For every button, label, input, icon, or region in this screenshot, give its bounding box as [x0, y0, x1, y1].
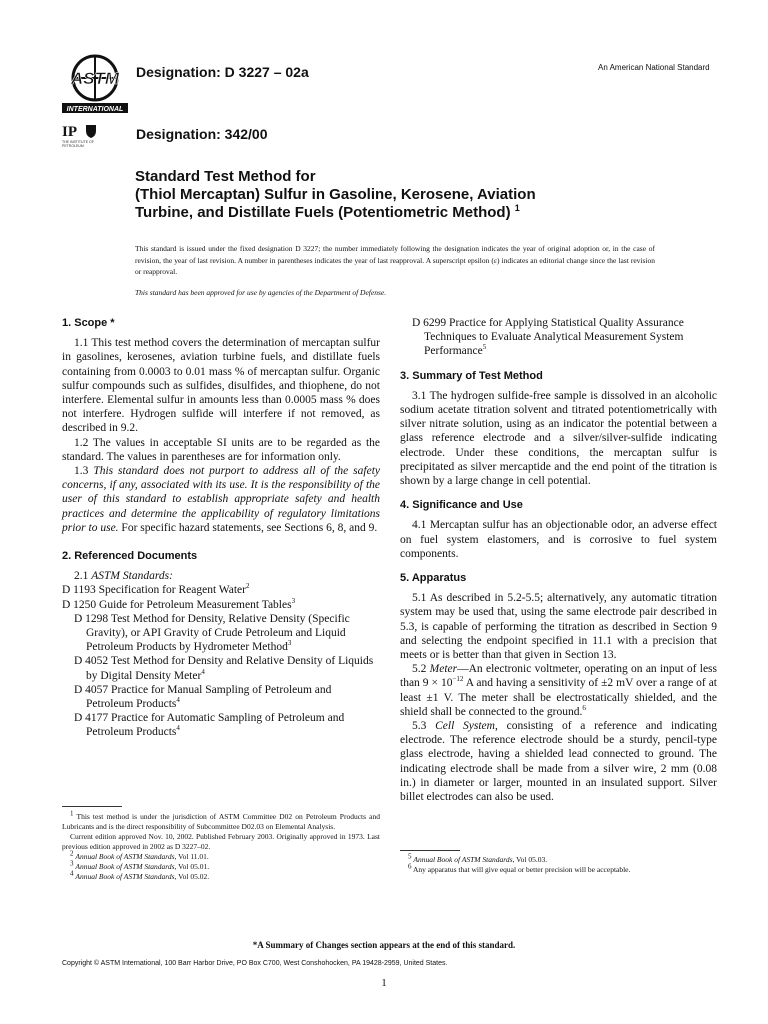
reference-item	[62, 654, 380, 682]
scope-paragraph-safety	[62, 464, 380, 535]
document-title	[135, 168, 655, 222]
meter-text: A and having a sensitivity of ±2 mV over a range of at least ±1 V. The meter shall be electrostatically shielded, and the shield shall be connected to the ground.	[400, 677, 717, 718]
svg-text:INTERNATIONAL: INTERNATIONAL	[66, 106, 124, 113]
para-number: 1.3	[74, 465, 89, 478]
footnote	[400, 862, 717, 875]
right-column	[400, 316, 717, 804]
title-line	[135, 204, 655, 222]
footnote-mark: 4	[201, 667, 205, 676]
footnote-rule	[62, 806, 122, 807]
footnote-source: Annual Book of ASTM Standards	[75, 852, 175, 861]
para-number: 5.2	[412, 663, 427, 676]
summary-of-changes-note: *A Summary of Changes section appears at the end of this standard.	[252, 940, 516, 950]
cell-system-label: Cell System	[435, 720, 495, 733]
footnotes-left	[62, 809, 380, 882]
footnote-text: Any apparatus that will give equal or better precision will be acceptable.	[412, 865, 631, 874]
footnote-volume: , Vol 05.02.	[174, 872, 210, 881]
section-heading-significance: 4. Significance and Use	[400, 499, 523, 512]
copyright-line: Copyright © ASTM International, 100 Barr Harbor Drive, PO Box C700, West Conshohocken, PA 19428-2959, United States.	[62, 960, 448, 967]
left-column	[62, 316, 380, 740]
meter-label: Meter	[429, 663, 458, 676]
designation-primary: Designation: D 3227 – 02a	[136, 64, 309, 80]
footnote-source: Annual Book of ASTM Standards	[75, 872, 175, 881]
apparatus-paragraph: 5.1 As described in 5.2-5.5; alternatively, any automatic titration system may be used that, using the same electrode pair described in 5.3, is capable of performing the titration as described in Section 9 and selecting the endpoint specified in 11.1 with a precision that meets or is better than that given in Section 13.	[400, 592, 717, 662]
footnote-mark: 6	[582, 704, 586, 713]
footnote-mark: 3	[291, 596, 296, 605]
astm-standards-label: ASTM Standards:	[91, 570, 173, 583]
footnote-volume: , Vol 05.03.	[512, 855, 548, 864]
svg-text:IP: IP	[62, 124, 77, 140]
reference-text: D 6299 Practice for Applying Statistical Quality Assurance Techniques to Evaluate Analytical Measurement System Performance	[412, 317, 684, 358]
reference-item	[62, 612, 380, 655]
reference-list	[62, 583, 380, 739]
reference-item	[62, 711, 380, 739]
footnote-mark: 5	[482, 343, 487, 352]
footnote-mark: 1	[70, 809, 74, 818]
scope-paragraph: 1.1 This test method covers the determination of mercaptan sulfur in gasolines, kerosenes, aviation turbine fuels, and distillate fuels containing from 0.0003 to 0.01 mass % of mercaptan sulfur. Organic sulfur compounds such as sulfides, disulfides, and thiophene, do not interfere. Elemental sulfur in amounts less than 0.0005 mass % does not interfere. Hydrogen sulfide will interfere if not removed, as described in 9.2.	[62, 337, 380, 435]
svg-text:ASTM: ASTM	[70, 69, 120, 88]
hazard-text: For specific hazard statements, see Sections 6, 8, and 9.	[121, 521, 378, 534]
footnote-mark: 6	[408, 862, 412, 871]
footnote	[62, 859, 380, 872]
footnote	[62, 869, 380, 882]
refdocs-subheading	[62, 569, 380, 583]
title-line-text: Turbine, and Distillate Fuels (Potentiometric Method)	[135, 204, 511, 221]
reference-text: D 1193 Specification for Reagent Water	[62, 584, 246, 597]
reference-text: D 4057 Practice for Manual Sampling of Petroleum and Petroleum Products	[74, 683, 332, 711]
title-footnote-mark: 1	[514, 203, 520, 213]
footnote-mark: 4	[70, 869, 74, 878]
footnote-source: Annual Book of ASTM Standards	[413, 855, 513, 864]
footnotes-right	[400, 852, 717, 875]
footnote-source: Annual Book of ASTM Standards	[75, 862, 175, 871]
scope-paragraph: 1.2 The values in acceptable SI units are to be regarded as the standard. The values in parentheses are for information only.	[62, 436, 380, 463]
safety-text: This standard does not purport to address all of the safety concerns, if any, associated with its use. It is the responsibility of the user of this standard to establish appropriate safety and health practices and determine the applicability of regulatory limitations prior to use.	[62, 465, 381, 534]
footnote-mark: 5	[408, 852, 412, 861]
para-number: 2.1	[74, 570, 89, 583]
apparatus-paragraph-meter	[400, 662, 717, 719]
footnote-rule	[400, 850, 460, 851]
para-number: 5.3	[412, 720, 427, 733]
footnote-volume: , Vol 11.01.	[174, 852, 209, 861]
reference-text: D 1250 Guide for Petroleum Measurement Tables	[62, 598, 292, 611]
apparatus-paragraph-cell	[400, 719, 717, 804]
reference-item	[62, 583, 380, 597]
footnote-volume: , Vol 05.01.	[174, 862, 210, 871]
ip-logo-subtitle: THE INSTITUTE OF PETROLEUM	[62, 140, 94, 148]
reference-text: D 1298 Test Method for Density, Relative Density (Specific Gravity), or API Gravity of Crude Petroleum and Liquid Petroleum Products by Hydrometer Method	[74, 612, 350, 654]
footnote-mark: 3	[70, 859, 74, 868]
section-heading-referenced: 2. Referenced Documents	[62, 550, 198, 563]
footnote-text: This test method is under the jurisdiction of ASTM Committee D02 on Petroleum Products and Lubricants and is the direct responsibility of Subcommittee D02.03 on Elemental Analysis.	[62, 812, 380, 831]
exponent: −12	[452, 675, 464, 684]
astm-logo	[62, 52, 128, 114]
footnote-mark: 2	[245, 582, 250, 591]
footnote	[62, 809, 380, 832]
meter-text: —An electronic voltmeter, operating on an input of less than 9 × 10	[400, 663, 717, 690]
footnote: Current edition approved Nov. 10, 2002. Published February 2003. Originally approved in 1973. Last previous edition approved in 2002 as D 3227–02.	[62, 832, 380, 851]
footnote-mark: 4	[176, 696, 180, 705]
footnote	[400, 852, 717, 865]
footnote-mark: 4	[176, 724, 180, 733]
section-heading-scope: 1. Scope *	[62, 317, 115, 329]
reference-item	[62, 598, 380, 612]
footnote-mark: 2	[70, 849, 74, 858]
section-heading-summary: 3. Summary of Test Method	[400, 369, 543, 382]
issue-note: This standard is issued under the fixed designation D 3227; the number immediately following the designation indicates the year of original adoption or, in the case of revision, the year of last revision. A number in parentheses indicates the year of last reapproval. A superscript epsilon (ε) indicates an editorial change since the last revision or reapproval.	[135, 244, 655, 276]
footnote	[62, 849, 380, 862]
title-line: (Thiol Mercaptan) Sulfur in Gasoline, Kerosene, Aviation	[135, 186, 536, 203]
reference-text: D 4052 Test Method for Density and Relative Density of Liquids by Digital Density Meter	[74, 655, 374, 682]
cell-system-text: , consisting of a reference and indicating electrode. The reference electrode should be a sturdy, pencil-type glass electrode, having a shielded lead connected to ground. The indicating electrode shall be made from a silver wire, 2 mm (0.08 in.) in diameter or larger, mounted in an insulated support. Silver billet electrodes can also be used.	[400, 720, 717, 804]
title-line: Standard Test Method for	[135, 168, 316, 185]
section-heading-apparatus: 5. Apparatus	[400, 572, 467, 585]
reference-text: D 4177 Practice for Automatic Sampling of Petroleum and Petroleum Products	[74, 712, 345, 739]
reference-item	[400, 316, 717, 359]
designation-secondary: Designation: 342/00	[136, 126, 268, 142]
reference-item	[62, 683, 380, 711]
dod-note: This standard has been approved for use by agencies of the Department of Defense.	[135, 288, 387, 297]
summary-paragraph: 3.1 The hydrogen sulfide-free sample is dissolved in an alcoholic sodium acetate titration solvent and titrated potentiometrically with silver nitrate solution, using as an indicator the potential between a glass reference electrode and a silver/silver-sulfide indicating electrode. Under these conditions, the mercaptan sulfur is precipitated as silver mercaptide and the end point of the titration is shown by a large change in cell potential.	[400, 389, 717, 488]
footnote-mark: 3	[287, 639, 292, 648]
page-number: 1	[381, 977, 387, 989]
national-standard-label: An American National Standard	[598, 63, 710, 72]
significance-paragraph: 4.1 Mercaptan sulfur has an objectionable odor, an adverse effect on fuel system elastomers, and is corrosive to fuel system components.	[400, 519, 717, 560]
